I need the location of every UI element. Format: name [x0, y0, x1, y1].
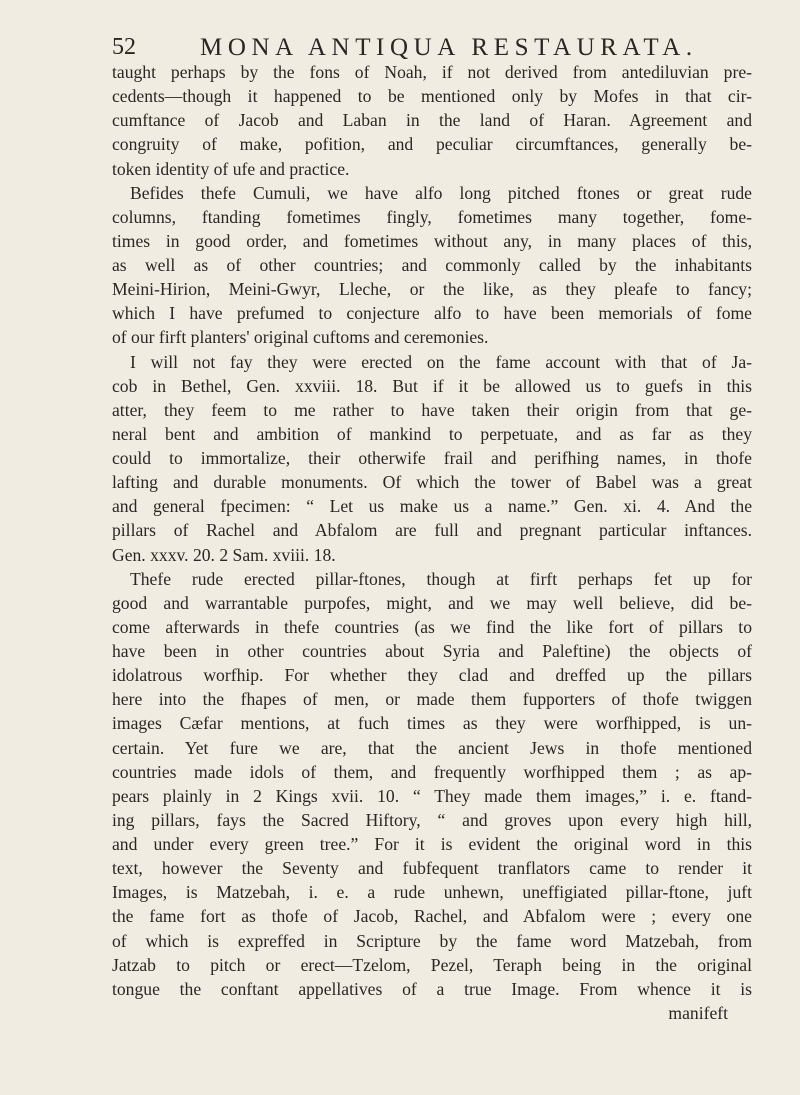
- body-text: [112, 60, 752, 1025]
- text-line: Images, is Matzebah, i. e. a rude unhewn, uneffigiated pillar-ftone, juft: [112, 882, 752, 903]
- text-line: idolatrous worfhip. For whether they clad and dreffed up the pillars: [112, 665, 752, 686]
- text-line: cedents—though it happened to be mentioned only by Mofes in that cir-: [112, 86, 752, 107]
- text-line: ing pillars, fays the Sacred Hiftory, “ and groves upon every high hill,: [112, 809, 752, 830]
- text-line: of our firft planters' original cuftoms and ceremonies.: [112, 327, 489, 348]
- text-line: pears plainly in 2 Kings xvii. 10. “ They made them images,” i. e. ftand-: [112, 785, 752, 806]
- text-line: come afterwards in thefe countries (as we find the like fort of pillars to: [112, 616, 752, 637]
- text-line: Befides thefe Cumuli, we have alfo long pitched ftones or great rude: [130, 182, 752, 203]
- text-line: which I have prefumed to conjecture alfo to have been memorials of fome: [112, 303, 752, 324]
- text-line: and general fpecimen: “ Let us make us a name.” Gen. xi. 4. And the: [112, 496, 752, 517]
- text-line: have been in other countries about Syria and Paleftine) the objects of: [112, 641, 752, 661]
- text-line: could to immortalize, their otherwife frail and perifhing names, in thofe: [112, 448, 752, 468]
- text-line: Meini-Hirion, Meini-Gwyr, Llechе, or the like, as they pleafe to fancy;: [112, 279, 752, 300]
- text-line: text, however the Seventy and fubfequent tranflators came to render it: [112, 858, 752, 879]
- page-number: 52: [112, 34, 136, 60]
- text-line: here into the fhapes of men, or made them fupporters of thofe twiggen: [112, 689, 752, 710]
- text-line: images Cæfar mentions, at fuch times as they were worfhipped, is un-: [112, 713, 752, 734]
- text-line: as well as of other countries; and commonly called by the inhabitants: [112, 255, 752, 275]
- text-line: of which is expreffed in Scripture by the fame word Matzebah, from: [112, 930, 752, 951]
- text-line: atter, they feem to me rather to have taken their origin from that ge-: [112, 399, 752, 420]
- text-line: certain. Yet fure we are, that the ancient Jews in thofe mentioned: [112, 737, 752, 758]
- text-line: token identity of ufe and practice.: [112, 158, 350, 179]
- text-line: Thefe rude erected pillar-ftones, though at firft perhaps fet up for: [130, 568, 752, 589]
- text-line: taught perhaps by the fons of Noah, if not derived from antediluvian pre-: [112, 62, 752, 82]
- text-line: tongue the conftant appellatives of a true Image. From whence it is: [112, 978, 752, 999]
- text-line: Jatzab to pitch or erect—Tzelom, Pezel, Teraph being in the original: [112, 954, 752, 975]
- text-line: Gen. xxxv. 20. 2 Sam. xviii. 18.: [112, 544, 336, 565]
- text-line: countries made idols of them, and frequently worfhipped them ; as ap-: [112, 761, 752, 782]
- text-line: neral bent and ambition of mankind to perpetuate, and as far as they: [112, 423, 752, 444]
- text-line: cumftance of Jacob and Laban in the land of Haran. Agreement and: [112, 110, 752, 131]
- text-line: good and warrantable purpofes, might, and we may well believe, did be-: [112, 592, 752, 613]
- text-line: cob in Bethel, Gen. xxviii. 18. But if it be allowed us to guefs in this: [112, 375, 752, 396]
- text-line: the fame fort as thofe of Jacob, Rachel, and Abfalom were ; every one: [112, 906, 752, 927]
- text-line: I will not fay they were erected on the fame account with that of Ja-: [130, 351, 752, 372]
- text-line: columns, ftanding fometimes fingly, fometimes many together, fome-: [112, 206, 752, 227]
- text-line: pillars of Rachel and Abfalom are full and pregnant particular inftances.: [112, 520, 752, 541]
- text-line: lafting and durable monuments. Of which the tower of Babel was a great: [112, 472, 752, 493]
- text-line: and under every green tree.” For it is evident the original word in this: [112, 834, 752, 854]
- running-title: MONA ANTIQUA RESTAURATA.: [200, 34, 698, 61]
- text-line: congruity of make, pofition, and peculiar circumftances, generally be-: [112, 134, 752, 155]
- text-line: manifeft: [668, 1002, 728, 1023]
- text-line: times in good order, and fometimes without any, in many places of this,: [112, 230, 752, 251]
